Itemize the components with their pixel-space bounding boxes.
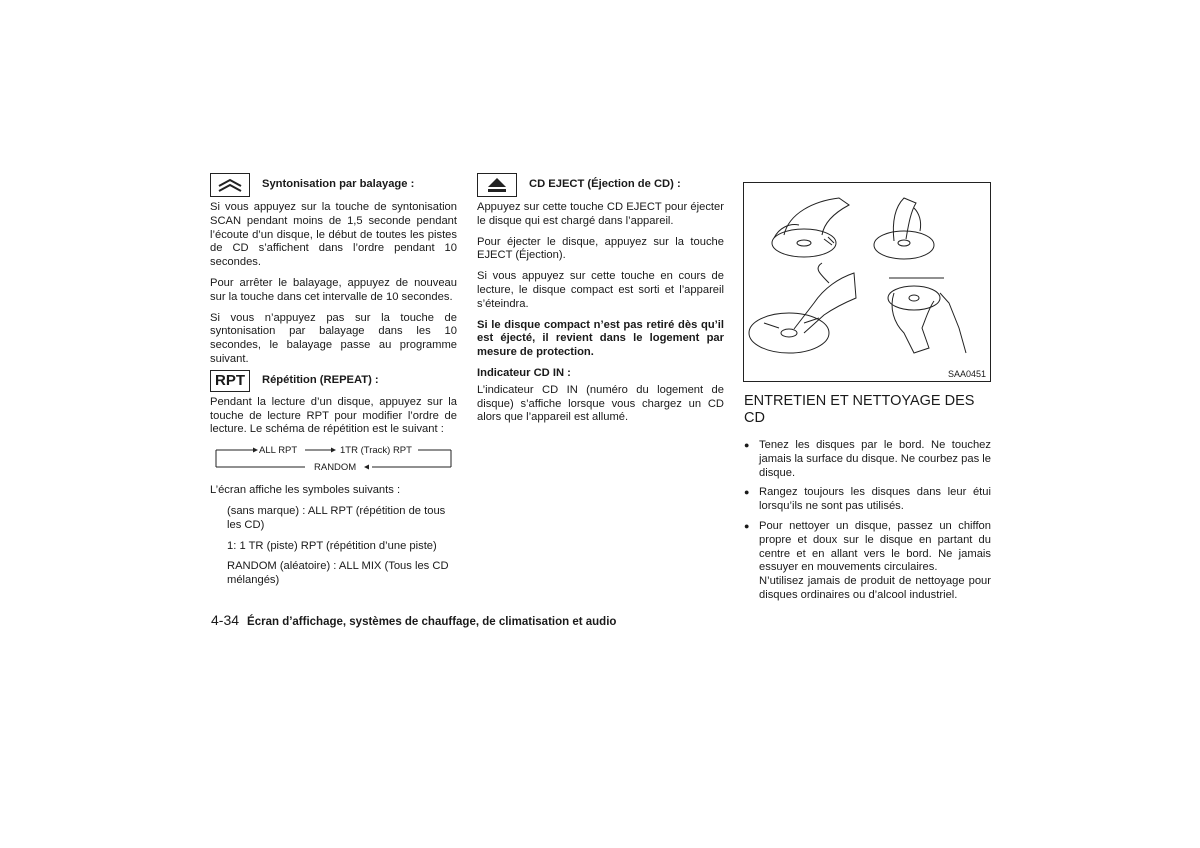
section-title-cd-care: ENTRETIEN ET NETTOYAGE DES CD xyxy=(744,393,975,426)
page-footer xyxy=(211,612,616,628)
eject-heading: CD EJECT (Éjection de CD) : xyxy=(529,178,681,191)
list-item-text: Rangez toujours les disques dans leur étui lorsqu’ils ne sont pas utilisés. xyxy=(759,486,991,513)
repeat-paragraph-2: L’écran affiche les symboles suivants : xyxy=(210,484,401,497)
figure-label: SAA0451 xyxy=(947,369,986,379)
list-item-text: Pour nettoyer un disque, passez un chiffon propre et doux sur le disque en partant du centre et en allant vers le bord. Ne jamais essuyer en mouvements circulaires. xyxy=(759,519,991,574)
cd-handling-illustration xyxy=(743,182,991,382)
cd-care-list xyxy=(744,439,991,603)
diagram-node-all-rpt: ALL RPT xyxy=(259,445,298,457)
eject-icon-svg xyxy=(486,177,508,193)
eject-heading-row xyxy=(477,173,724,197)
eject-paragraph-3: Si vous appuyez sur cette touche en cours de lecture, le disque compact est sorti et l’appareil s’éteindra. xyxy=(477,270,724,310)
eject-paragraph-2: Pour éjecter le disque, appuyez sur la touche EJECT (Éjection). xyxy=(477,235,724,262)
eject-icon xyxy=(477,173,517,197)
scan-heading-row xyxy=(210,173,457,197)
chapter-title: Écran d’affichage, systèmes de chauffage, de climatisation et audio xyxy=(247,616,617,628)
eject-paragraph-1: Appuyez sur cette touche CD EJECT pour éjecter le disque qui est chargé dans l’appareil. xyxy=(477,201,724,227)
cdin-heading: Indicateur CD IN : xyxy=(477,366,571,379)
rpt-icon xyxy=(210,370,250,392)
list-item-note: N’utilisez jamais de produit de nettoyage pour disques ordinaires ou d’alcool industriel. xyxy=(759,575,991,601)
symbol-all-rpt: (sans marque) : ALL RPT (répétition de tous les CD) xyxy=(227,504,446,531)
double-chevron-up-icon-svg xyxy=(215,177,245,193)
cdin-paragraph: L’indicateur CD IN (numéro du logement de disque) s’affiche lorsque vous chargez un CD alors que l’appareil est allumé. xyxy=(477,383,724,424)
list-item xyxy=(744,439,991,480)
repeat-heading: Répétition (REPEAT) : xyxy=(262,373,379,386)
symbol-1tr-rpt: 1: 1 TR (piste) RPT (répétition d’une piste) xyxy=(227,539,437,552)
cd-handling-drawing xyxy=(744,183,990,381)
diagram-node-random: RANDOM xyxy=(314,462,357,474)
repeat-paragraph-1: Pendant la lecture d’un disque, appuyez sur la touche de lecture RPT pour modifier l’ordre de lecture. Le schéma de répétition est le suivant : xyxy=(210,395,457,436)
column-left xyxy=(210,173,457,595)
scan-heading: Syntonisation par balayage : xyxy=(262,178,415,191)
column-right xyxy=(744,393,991,609)
symbol-random: RANDOM (aléatoire) : ALL MIX (Tous les CD mélangés) xyxy=(227,560,449,587)
scan-paragraph-1: Si vous appuyez sur la touche de syntonisation SCAN pendant moins de 1,5 seconde pendant l’écoute d’un disque, le début de toutes les pistes de CD s’affichent dans l’ordre pendant 10 secondes. xyxy=(210,201,457,269)
double-chevron-up-icon xyxy=(210,173,250,197)
list-item-text: Tenez les disques par le bord. Ne touchez jamais la surface du disque. Ne courbez pas le disque. xyxy=(759,439,991,479)
page-number: 4-34 xyxy=(211,612,240,628)
list-item xyxy=(744,520,991,603)
diagram-node-1tr-rpt: 1TR (Track) RPT xyxy=(340,445,412,457)
scan-paragraph-3: Si vous n’appuyez pas sur la touche de syntonisation par balayage dans les 10 secondes, le balayage passe au programme suivant. xyxy=(210,311,457,365)
eject-warning: Si le disque compact n’est pas retiré dès qu’il est éjecté, il revient dans le logement par mesure de protection. xyxy=(477,318,724,359)
scan-paragraph-2: Pour arrêter le balayage, appuyez de nouveau sur la touche dans cet intervalle de 10 secondes. xyxy=(210,276,457,303)
column-middle xyxy=(477,173,724,432)
repeat-cycle-diagram xyxy=(215,444,455,474)
rpt-icon-label: RPT xyxy=(215,371,245,389)
repeat-heading-row xyxy=(210,370,457,392)
list-item xyxy=(744,486,991,514)
